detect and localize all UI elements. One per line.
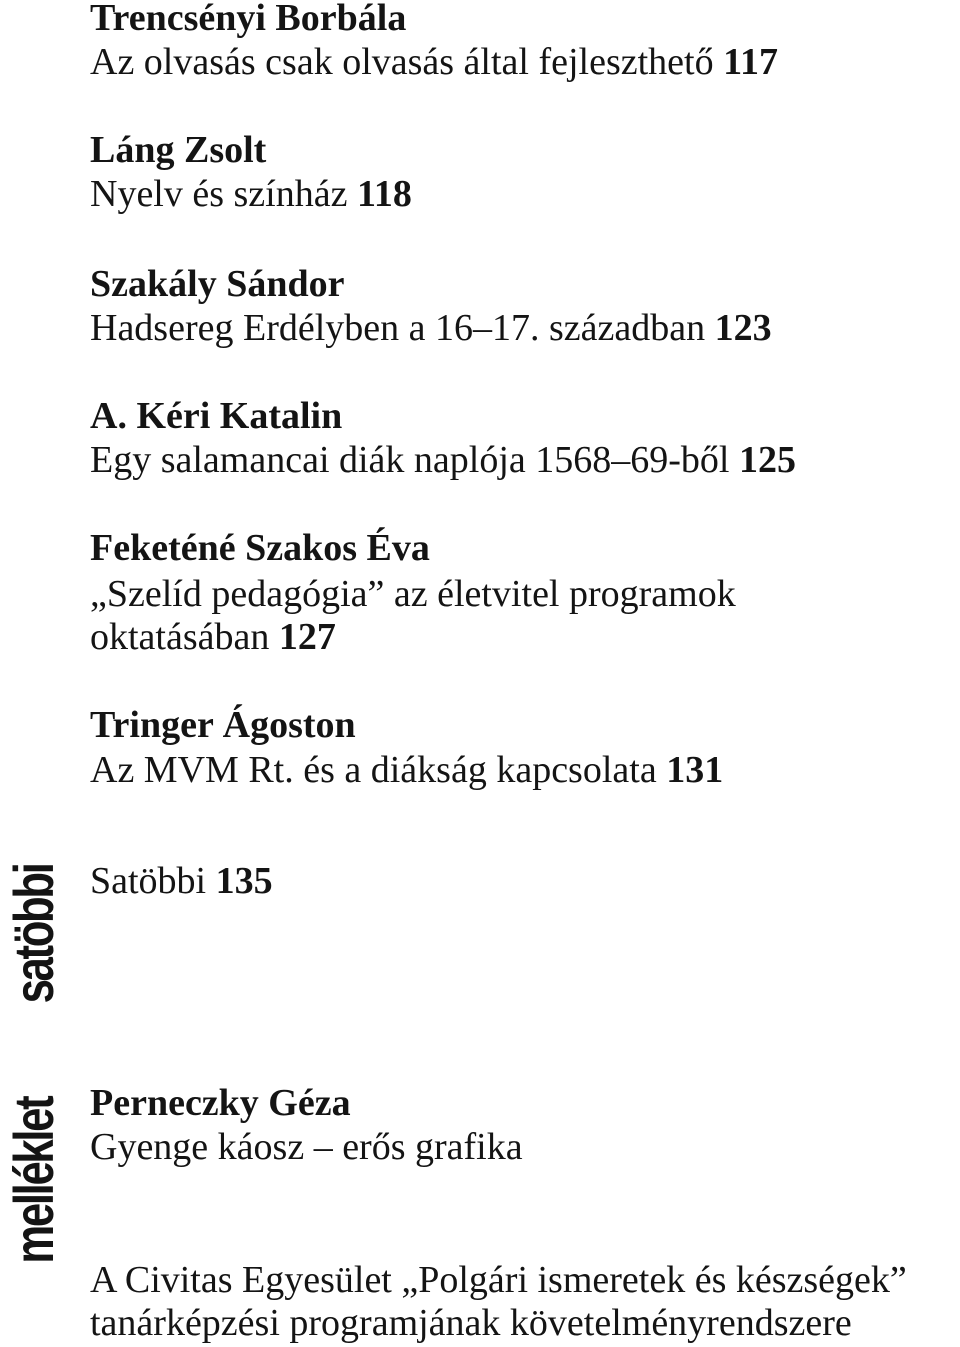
entry-page-number: 127 [278, 616, 336, 658]
entry-author: Láng Zsolt [90, 129, 267, 171]
entry-title-line[interactable] [90, 40, 778, 84]
entry-title-line[interactable] [90, 172, 412, 216]
entry-page-number: 131 [666, 749, 724, 791]
section-label-satobbi-text: satöbbi [2, 864, 65, 1004]
entry-title: Egy salamancai diák naplója 1568–69-ből [90, 439, 730, 481]
entry-title: oktatásában [90, 616, 270, 658]
entry-title-line[interactable] [90, 306, 772, 350]
entry-title: Az MVM Rt. és a diákság kapcsolata [90, 749, 657, 791]
entry-page-number: 117 [723, 41, 779, 83]
entry-author: Szakály Sándor [90, 263, 345, 305]
entry-title: „Szelíd pedagógia” az életvitel programok [90, 573, 736, 615]
entry-author: A. Kéri Katalin [90, 395, 343, 437]
entry-title-line[interactable] [90, 1301, 852, 1345]
entry-title-line[interactable] [90, 1258, 907, 1302]
entry-author: Tringer Ágoston [90, 704, 356, 746]
entry-title: A Civitas Egyesület „Polgári ismeretek és készségek” [90, 1259, 907, 1301]
entry-page-number: 125 [739, 439, 796, 481]
entry-title: tanárképzési programjának követelményrendszere [90, 1302, 852, 1344]
section-label-satobbi [2, 858, 65, 1023]
satobbi-entry[interactable] [90, 859, 273, 903]
entry-page-number: 123 [714, 307, 772, 349]
entry-title-line[interactable] [90, 615, 336, 659]
entry-title-line[interactable] [90, 572, 736, 616]
entry-page-number: 118 [356, 173, 412, 215]
entry-page-number: 135 [215, 860, 273, 902]
section-label-melleklet-text: melléklet [2, 1097, 65, 1264]
entry-author: Trencsényi Borbála [90, 0, 407, 39]
entry-author: Perneczky Géza [90, 1082, 351, 1124]
section-label-melleklet [2, 1082, 65, 1287]
entry-title-line[interactable] [90, 438, 796, 482]
entry-title: Az olvasás csak olvasás által fejleszthető [90, 41, 714, 83]
entry-title: Hadsereg Erdélyben a 16–17. században [90, 307, 706, 349]
entry-title: Satöbbi [90, 860, 207, 902]
entry-title: Gyenge káosz – erős grafika [90, 1126, 523, 1168]
entry-title-line[interactable] [90, 1125, 523, 1169]
entry-title: Nyelv és színház [90, 173, 348, 215]
entry-author: Feketéné Szakos Éva [90, 527, 430, 569]
entry-title-line[interactable] [90, 748, 723, 792]
